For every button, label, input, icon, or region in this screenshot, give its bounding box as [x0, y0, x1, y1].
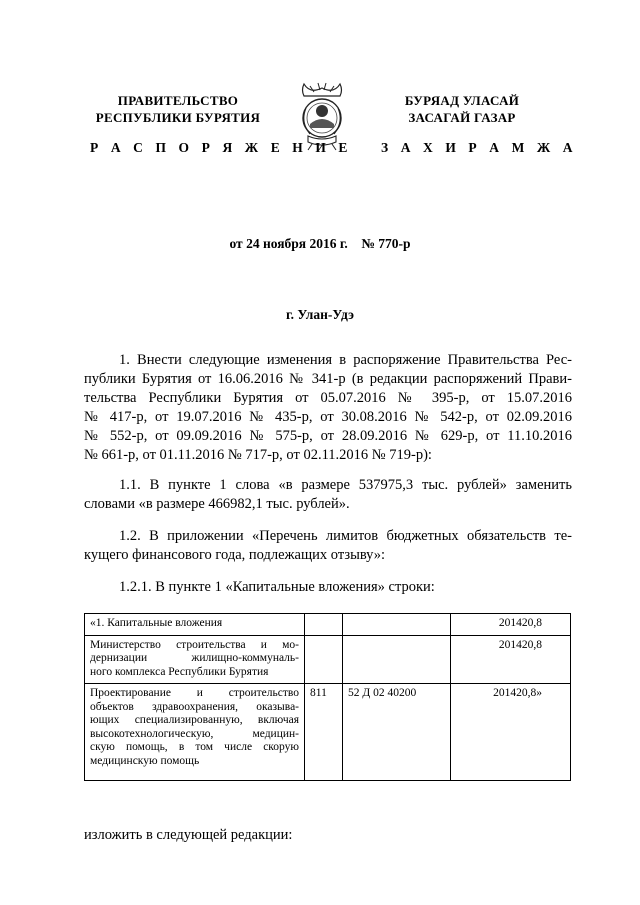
- header-left-line1: ПРАВИТЕЛЬСТВО: [117, 93, 239, 108]
- paragraph-5: [84, 826, 572, 845]
- table-cell-code: [305, 614, 343, 636]
- header-left-line2: РЕСПУБЛИКИ БУРЯТИЯ: [95, 110, 261, 125]
- table-row: [85, 614, 571, 636]
- header-left: [78, 92, 278, 126]
- limits-table: [84, 613, 571, 781]
- table-cell-name: «1. Капитальные вложения: [85, 614, 305, 636]
- text-line: 1.2.1. В пункте 1 «Капитальные вложения» строки:: [119, 579, 435, 595]
- header-right: [362, 92, 562, 126]
- table-cell-code: 811: [305, 684, 343, 781]
- text-line: кущего финансового года, подлежащих отзыву»:: [84, 547, 386, 563]
- header-right-line2: ЗАСАГАЙ ГАЗАР: [408, 110, 516, 125]
- order-date: от 24 ноября 2016 г.: [229, 236, 348, 251]
- text-line: 1.2. В приложении «Перечень лимитов бюджетных обязательств те-: [119, 528, 572, 544]
- text-line: публики Бурятия от 16.06.2016 № 341-р (в редакции распоряжений Прави-: [84, 371, 572, 387]
- table-cell-amount: 201420,8: [451, 635, 571, 684]
- table-cell-amount: 201420,8: [451, 614, 571, 636]
- paragraph-1: [84, 351, 572, 465]
- text-line: словами «в размере 466982,1 тыс. рублей».: [84, 496, 350, 512]
- text-line: 1. Внести следующие изменения в распоряжение Правительства Рес-: [119, 352, 572, 368]
- city-line: г. Улан-Удэ: [286, 307, 354, 322]
- table-cell-amount: 201420,8»: [451, 684, 571, 781]
- paragraph-2: [84, 476, 572, 514]
- table-cell-kbk: [343, 614, 451, 636]
- doc-type-left: Р А С П О Р Я Ж Е Н И Е: [90, 140, 353, 155]
- text-line: изложить в следующей редакции:: [84, 827, 293, 843]
- paragraph-4: [84, 578, 572, 597]
- table-row: [85, 684, 571, 781]
- text-line: тельства Республики Бурятия от 05.07.2016 № 395-р, от 15.07.2016: [84, 390, 572, 406]
- text-line: № 661-р, от 01.11.2016 № 717-р, от 02.11.2016 № 719-р):: [84, 447, 432, 463]
- table-cell-name: Министерство строительства и мо- дернизации жилищно-коммуналь- ного комплекса Республики Бурятия: [85, 635, 305, 684]
- paragraph-3: [84, 527, 572, 565]
- text-line: № 552-р, от 09.09.2016 № 575-р, от 28.09.2016 № 629-р, от 11.10.2016: [84, 428, 572, 444]
- doc-type-right: З А Х И Р А М Ж А: [381, 140, 578, 155]
- text-line: № 417-р, от 19.07.2016 № 435-р, от 30.08.2016 № 542-р, от 02.09.2016: [84, 409, 572, 425]
- order-date-number: [0, 236, 640, 252]
- table-cell-code: [305, 635, 343, 684]
- table-row: [85, 635, 571, 684]
- header-right-line1: БУРЯАД УЛАСАЙ: [404, 93, 520, 108]
- text-line: 1.1. В пункте 1 слова «в размере 537975,3 тыс. рублей» заменить: [119, 477, 572, 493]
- table-cell-kbk: [343, 635, 451, 684]
- table-cell-kbk: 52 Д 02 40200: [343, 684, 451, 781]
- order-number: № 770-р: [361, 236, 411, 251]
- table-cell-name: Проектирование и строительство объектов здравоохранения, оказыва- ющих специализированную, включая высокотехнологическую, медицин- скую помощь, в том числе скорую медицинскую помощь: [85, 684, 305, 781]
